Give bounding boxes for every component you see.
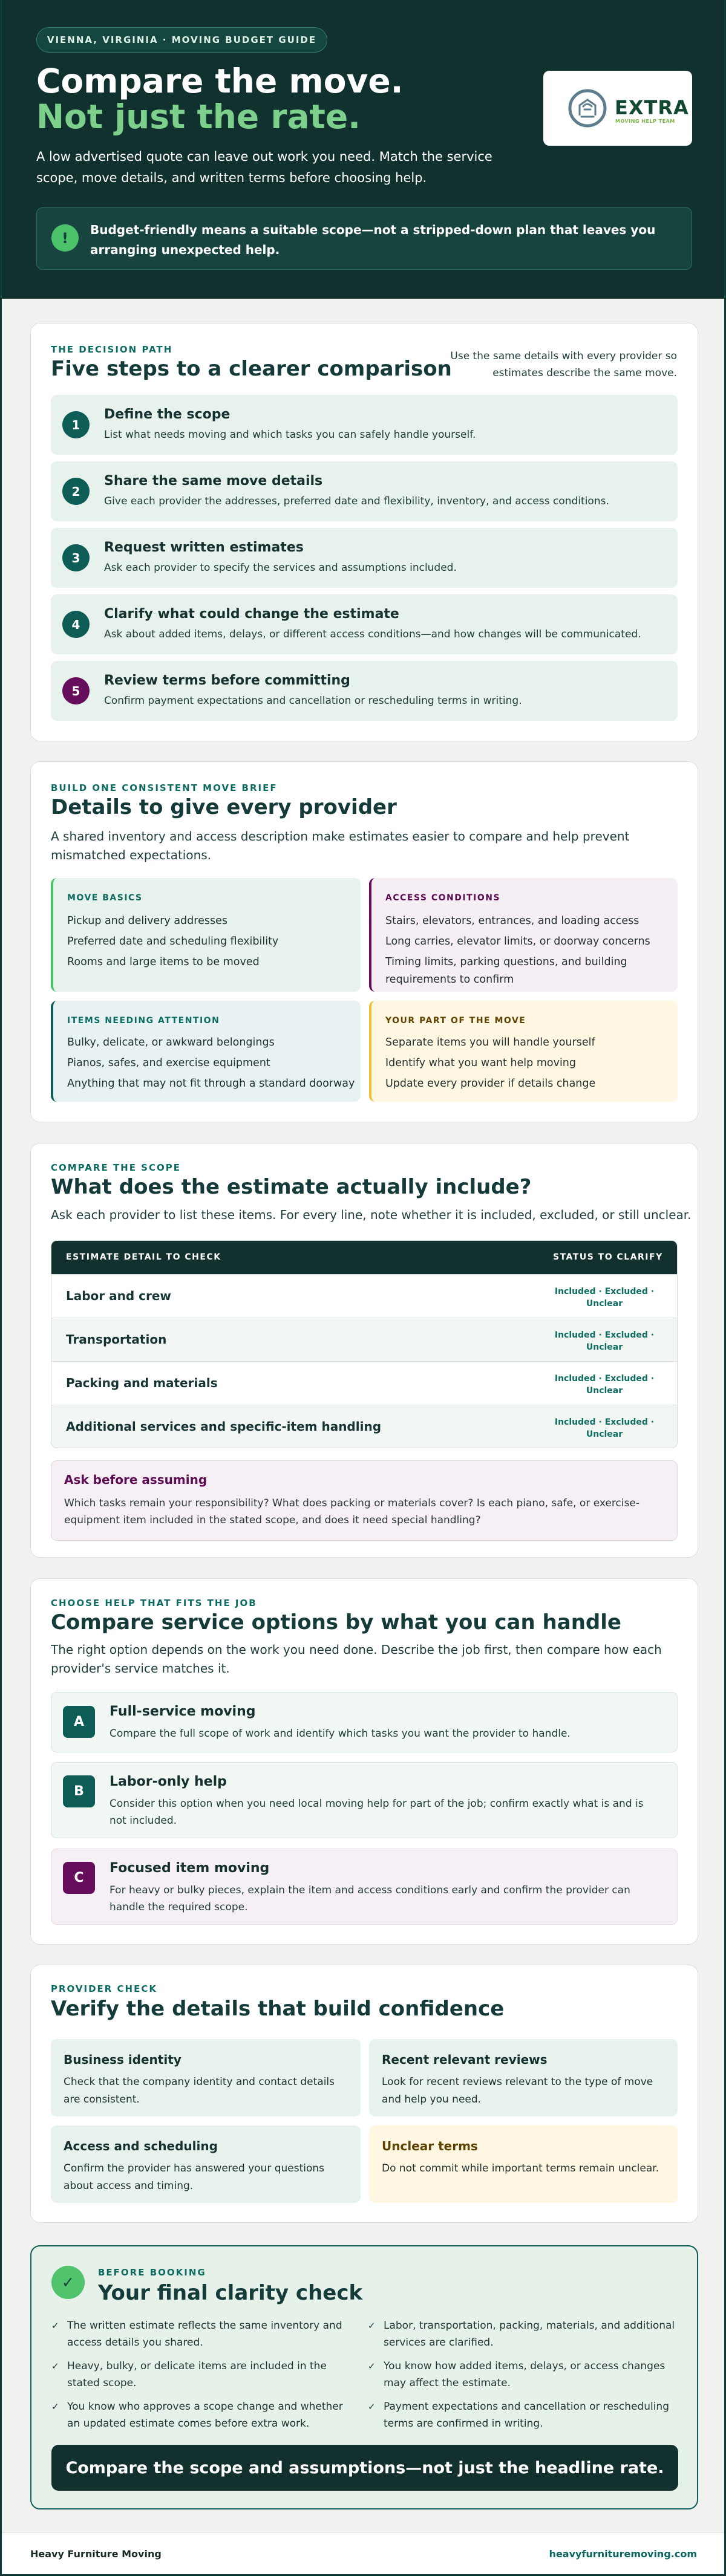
card-title: Unclear terms	[382, 2139, 478, 2153]
row-label: Labor and crew	[66, 1289, 171, 1303]
section-description: The right option depends on the work you need done. Describe the job first, then compare how each provider's service matches it.	[51, 1642, 662, 1676]
card-title: Recent relevant reviews	[382, 2052, 548, 2067]
brand-logo	[543, 71, 692, 146]
section-eyebrow: PROVIDER CHECK	[51, 1983, 157, 1994]
table-row	[51, 1274, 678, 1318]
step-number: 1	[62, 411, 90, 438]
section-note: Use the same details with every provider so estimates describe the same move.	[450, 350, 677, 379]
page	[1, 0, 725, 2575]
row-label: Packing and materials	[66, 1376, 218, 1390]
checklist-item: ✓ Payment expectations and cancellation or rescheduling terms are confirmed in writing.	[384, 2398, 675, 2432]
section-eyebrow: BUILD ONE CONSISTENT MOVE BRIEF	[51, 782, 278, 793]
service-option	[51, 1762, 678, 1838]
option-text: Compare the full scope of work and identify which tasks you want the provider to handle.	[110, 1728, 571, 1740]
option-letter: C	[63, 1862, 95, 1894]
decision-step	[51, 594, 678, 654]
option-letter: A	[63, 1706, 95, 1738]
step-number: 4	[62, 611, 90, 638]
column-header: ESTIMATE DETAIL TO CHECK	[66, 1252, 221, 1262]
step-title: Request written estimates	[104, 540, 304, 555]
card-item: Identify what you want help moving	[385, 1057, 577, 1069]
table-row	[51, 1361, 678, 1405]
section-title: Details to give every provider	[51, 795, 397, 819]
card-text: Confirm the provider has answered your questions about access and timing.	[64, 2162, 325, 2192]
step-title: Share the same move details	[104, 473, 323, 489]
callout-text: Which tasks remain your responsibility? What does packing or materials cover? Is each piano, safe, or exercise-equipment item included in the stated scope, and does it need special handling?	[64, 1497, 640, 1526]
callout-title: Ask before assuming	[64, 1472, 208, 1487]
column-header: STATUS TO CLARIFY	[553, 1252, 663, 1262]
step-number: 5	[62, 677, 90, 704]
row-status: Included · Excluded · Unclear	[554, 1330, 655, 1352]
section-eyebrow: CHOOSE HELP THAT FITS THE JOB	[51, 1598, 257, 1608]
footer-domain-link[interactable]: heavyfurnituremoving.com	[549, 2548, 697, 2560]
table-header	[51, 1241, 678, 1274]
card-label: MOVE BASICS	[67, 893, 143, 903]
section-title: Your final clarity check	[98, 2281, 363, 2305]
row-label: Transportation	[66, 1332, 167, 1347]
checklist-item: ✓ You know how added items, delays, or access changes may affect the estimate.	[384, 2358, 675, 2392]
section-eyebrow: COMPARE THE SCOPE	[51, 1162, 181, 1173]
notice-text: Budget-friendly means a suitable scope—not a stripped-down plan that leaves you arranging unexpected help.	[90, 223, 656, 257]
option-title: Labor-only help	[110, 1774, 227, 1789]
your-part-card	[369, 1001, 678, 1102]
card-item: Long carries, elevator limits, or doorway concerns	[385, 935, 650, 948]
checklist-item: ✓ The written estimate reflects the same inventory and access details you shared.	[67, 2317, 359, 2351]
card-text: Look for recent reviews relevant to the type of move and help you need.	[382, 2076, 653, 2106]
option-title: Full-service moving	[110, 1704, 256, 1719]
section-title: Compare service options by what you can handle	[51, 1610, 621, 1634]
hero	[2, 0, 725, 299]
service-option	[51, 1692, 678, 1752]
decision-step	[51, 461, 678, 521]
provider-check-section	[30, 1965, 698, 2223]
section-description: Ask each provider to list these items. For every line, note whether it is included, excluded, or still unclear.	[51, 1208, 692, 1222]
location-badge: VIENNA, VIRGINIA · MOVING BUDGET GUIDE	[36, 27, 327, 53]
option-title: Focused item moving	[110, 1861, 270, 1876]
checklist-item: ✓ You know who approves a scope change and whether an updated estimate comes before extra work.	[67, 2398, 359, 2432]
items-attention-card	[51, 1001, 361, 1102]
table-row	[51, 1405, 678, 1448]
scope-table	[51, 1240, 678, 1448]
logo-subtext: MOVING HELP TEAM	[615, 119, 675, 124]
option-text: Consider this option when you need local moving help for part of the job; confirm exactly what is and is not included.	[110, 1798, 644, 1827]
section-eyebrow: THE DECISION PATH	[51, 344, 173, 355]
card-text: Do not commit while important terms remain unclear.	[382, 2162, 659, 2174]
card-item: Separate items you will handle yourself	[385, 1036, 595, 1049]
hero-title-line-2: Not just the rate.	[36, 97, 361, 136]
row-label: Additional services and specific-item handling	[66, 1419, 382, 1434]
recent-reviews-card	[369, 2039, 678, 2116]
card-item: Update every provider if details change	[385, 1078, 596, 1090]
card-item: Timing limits, parking questions, and building requirements to confirm	[385, 956, 627, 986]
logo-text: EXTRA	[615, 96, 689, 119]
move-basics-card	[51, 878, 361, 992]
decision-step	[51, 395, 678, 455]
card-item: Rooms and large items to be moved	[67, 956, 260, 968]
step-text: Give each provider the addresses, preferred date and flexibility, inventory, and access conditions.	[104, 495, 609, 507]
card-item: Anything that may not fit through a standard doorway	[67, 1078, 355, 1090]
logo-mark-icon	[566, 86, 609, 130]
row-status: Included · Excluded · Unclear	[554, 1287, 655, 1309]
section-title: Verify the details that build confidence	[51, 1997, 505, 2021]
step-number: 3	[62, 544, 90, 571]
decision-step	[51, 528, 678, 588]
footer-site-name: Heavy Furniture Moving	[30, 2548, 162, 2560]
card-label: ACCESS CONDITIONS	[385, 893, 501, 903]
step-text: List what needs moving and which tasks you can safely handle yourself.	[104, 429, 476, 441]
card-item: Preferred date and scheduling flexibility	[67, 935, 279, 948]
decision-step	[51, 661, 678, 721]
hero-title-line-1: Compare the move.	[36, 62, 404, 100]
summary-banner: Compare the scope and assumptions—not just the headline rate.	[51, 2445, 678, 2491]
business-identity-card	[51, 2039, 361, 2116]
card-text: Check that the company identity and contact details are consistent.	[64, 2076, 335, 2106]
access-scheduling-card	[51, 2126, 361, 2203]
card-title: Business identity	[64, 2052, 182, 2067]
step-title: Clarify what could change the estimate	[104, 607, 399, 622]
checkmark-icon: ✓	[51, 2266, 85, 2299]
access-conditions-card	[369, 878, 678, 992]
scope-section	[30, 1143, 698, 1558]
unclear-terms-card	[369, 2126, 678, 2203]
exclamation-icon: !	[51, 224, 79, 252]
option-letter: B	[63, 1775, 95, 1807]
card-title: Access and scheduling	[64, 2139, 218, 2153]
ask-before-assuming-callout	[51, 1460, 678, 1541]
card-label: ITEMS NEEDING ATTENTION	[67, 1016, 220, 1026]
card-item: Pianos, safes, and exercise equipment	[67, 1057, 270, 1069]
service-options-section	[30, 1578, 698, 1945]
step-title: Review terms before committing	[104, 673, 350, 688]
option-text: For heavy or bulky pieces, explain the item and access conditions early and confirm the provider can handle the required scope.	[110, 1884, 630, 1913]
final-check-section	[30, 2245, 698, 2509]
step-text: Ask each provider to specify the services and assumptions included.	[104, 562, 457, 574]
section-description: A shared inventory and access description make estimates easier to compare and help prevent mismatched expectations.	[51, 829, 630, 862]
card-label: YOUR PART OF THE MOVE	[385, 1016, 526, 1026]
card-item: Bulky, delicate, or awkward belongings	[67, 1036, 275, 1049]
decision-path-section	[30, 323, 698, 741]
step-title: Define the scope	[104, 407, 231, 422]
checklist-item: ✓ Labor, transportation, packing, materials, and additional services are clarified.	[384, 2317, 675, 2351]
move-brief-section	[30, 761, 698, 1122]
hero-intro: A low advertised quote can leave out work you need. Match the service scope, move details, and written terms before choosing help.	[36, 149, 492, 185]
section-title: What does the estimate actually include?	[51, 1175, 532, 1199]
step-number: 2	[62, 478, 90, 505]
row-status: Included · Excluded · Unclear	[554, 1417, 655, 1439]
row-status: Included · Excluded · Unclear	[554, 1374, 655, 1396]
step-text: Confirm payment expectations and cancellation or rescheduling terms in writing.	[104, 695, 522, 707]
section-eyebrow: BEFORE BOOKING	[98, 2267, 206, 2278]
budget-notice	[36, 207, 692, 270]
card-item: Pickup and delivery addresses	[67, 915, 227, 927]
step-text: Ask about added items, delays, or different access conditions—and how changes will be communicated.	[104, 628, 641, 640]
footer	[2, 2532, 725, 2575]
card-item: Stairs, elevators, entrances, and loading access	[385, 915, 639, 927]
section-title: Five steps to a clearer comparison	[51, 357, 452, 381]
table-row	[51, 1318, 678, 1361]
checklist-item: ✓ Heavy, bulky, or delicate items are included in the stated scope.	[67, 2358, 359, 2392]
service-option	[51, 1849, 678, 1925]
